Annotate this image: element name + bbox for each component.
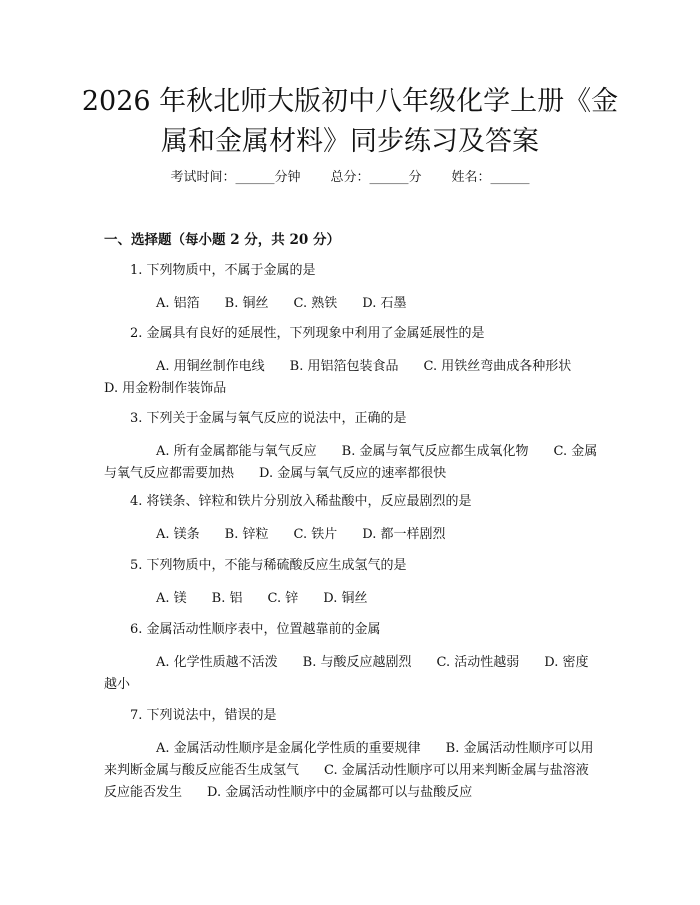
question-stem: 4. 将镁条、锌粒和铁片分别放入稀盐酸中，反应最剧烈的是 <box>130 494 472 509</box>
option-c: C. 铁片 <box>293 527 338 542</box>
title-line-2: 属和金属材料》同步练习及答案 <box>161 126 539 157</box>
question-7 <box>104 706 598 804</box>
option-a: A. 化学性质越不活泼 <box>156 655 278 670</box>
question-options <box>104 652 598 696</box>
option-d: D. 密度越小 <box>104 655 589 692</box>
question-options <box>104 738 598 804</box>
option-d: D. 金属活动性顺序中的金属都可以与盐酸反应 <box>207 785 473 800</box>
page-title <box>60 82 640 162</box>
title-line-1: 2026 年秋北师大版初中八年级化学上册《金 <box>81 86 619 117</box>
option-a: A. 铝箔 <box>156 296 200 311</box>
question-options <box>104 441 598 485</box>
option-a: A. 镁 <box>156 591 187 606</box>
option-d: D. 铜丝 <box>323 591 368 606</box>
question-stem: 5. 下列物质中，不能与稀硫酸反应生成氢气的是 <box>130 558 407 573</box>
exam-info <box>0 168 700 188</box>
exam-score-field: 总分：______分 <box>330 170 422 185</box>
question-options <box>104 356 598 400</box>
option-d: D. 用金粉制作装饰品 <box>104 381 227 396</box>
option-c: C. 熟铁 <box>293 296 338 311</box>
question-stem: 6. 金属活动性顺序表中，位置越靠前的金属 <box>130 622 381 637</box>
option-b: B. 金属活动性顺序可以用来判断金属与酸反应能否生成氢气 <box>104 741 594 778</box>
option-b: B. 铝 <box>211 591 243 606</box>
option-d: D. 石墨 <box>362 296 407 311</box>
question-options <box>104 293 598 315</box>
option-a: A. 镁条 <box>156 527 200 542</box>
option-c: C. 金属与氧气反应都需要加热 <box>104 444 598 481</box>
question-stem: 2. 金属具有良好的延展性，下列现象中利用了金属延展性的是 <box>130 326 485 341</box>
option-a: A. 用铜丝制作电线 <box>156 359 265 374</box>
question-stem: 1. 下列物质中，不属于金属的是 <box>130 263 316 278</box>
option-d: D. 都一样剧烈 <box>362 527 446 542</box>
exam-name-field: 姓名：______ <box>451 170 530 185</box>
question-4 <box>104 492 598 546</box>
question-1 <box>104 261 598 315</box>
option-c: C. 用铁丝弯曲成各种形状 <box>423 359 572 374</box>
exam-time-field: 考试时间：______分钟 <box>170 170 301 185</box>
option-c: C. 活动性越弱 <box>436 655 520 670</box>
option-b: B. 金属与氧气反应都生成氧化物 <box>341 444 529 459</box>
option-b: B. 锌粒 <box>224 527 269 542</box>
question-options <box>104 524 598 546</box>
option-d: D. 金属与氧气反应的速率都很快 <box>259 466 447 481</box>
option-c: C. 锌 <box>267 591 299 606</box>
option-b: B. 用铝箔包装食品 <box>289 359 399 374</box>
question-2 <box>104 324 598 400</box>
section-heading: 一、选择题（每小题 2 分，共 20 分） <box>104 232 340 248</box>
option-c: C. 金属活动性顺序可以用来判断金属与盐溶液反应能否发生 <box>104 763 589 800</box>
question-6 <box>104 620 598 696</box>
option-a: A. 所有金属都能与氧气反应 <box>156 444 317 459</box>
question-stem: 3. 下列关于金属与氧气反应的说法中，正确的是 <box>130 411 407 426</box>
question-options <box>104 588 598 610</box>
question-stem: 7. 下列说法中，错误的是 <box>130 708 277 723</box>
question-3 <box>104 409 598 485</box>
option-b: B. 铜丝 <box>224 296 269 311</box>
option-b: B. 与酸反应越剧烈 <box>302 655 412 670</box>
question-5 <box>104 556 598 610</box>
option-a: A. 金属活动性顺序是金属化学性质的重要规律 <box>156 741 421 756</box>
